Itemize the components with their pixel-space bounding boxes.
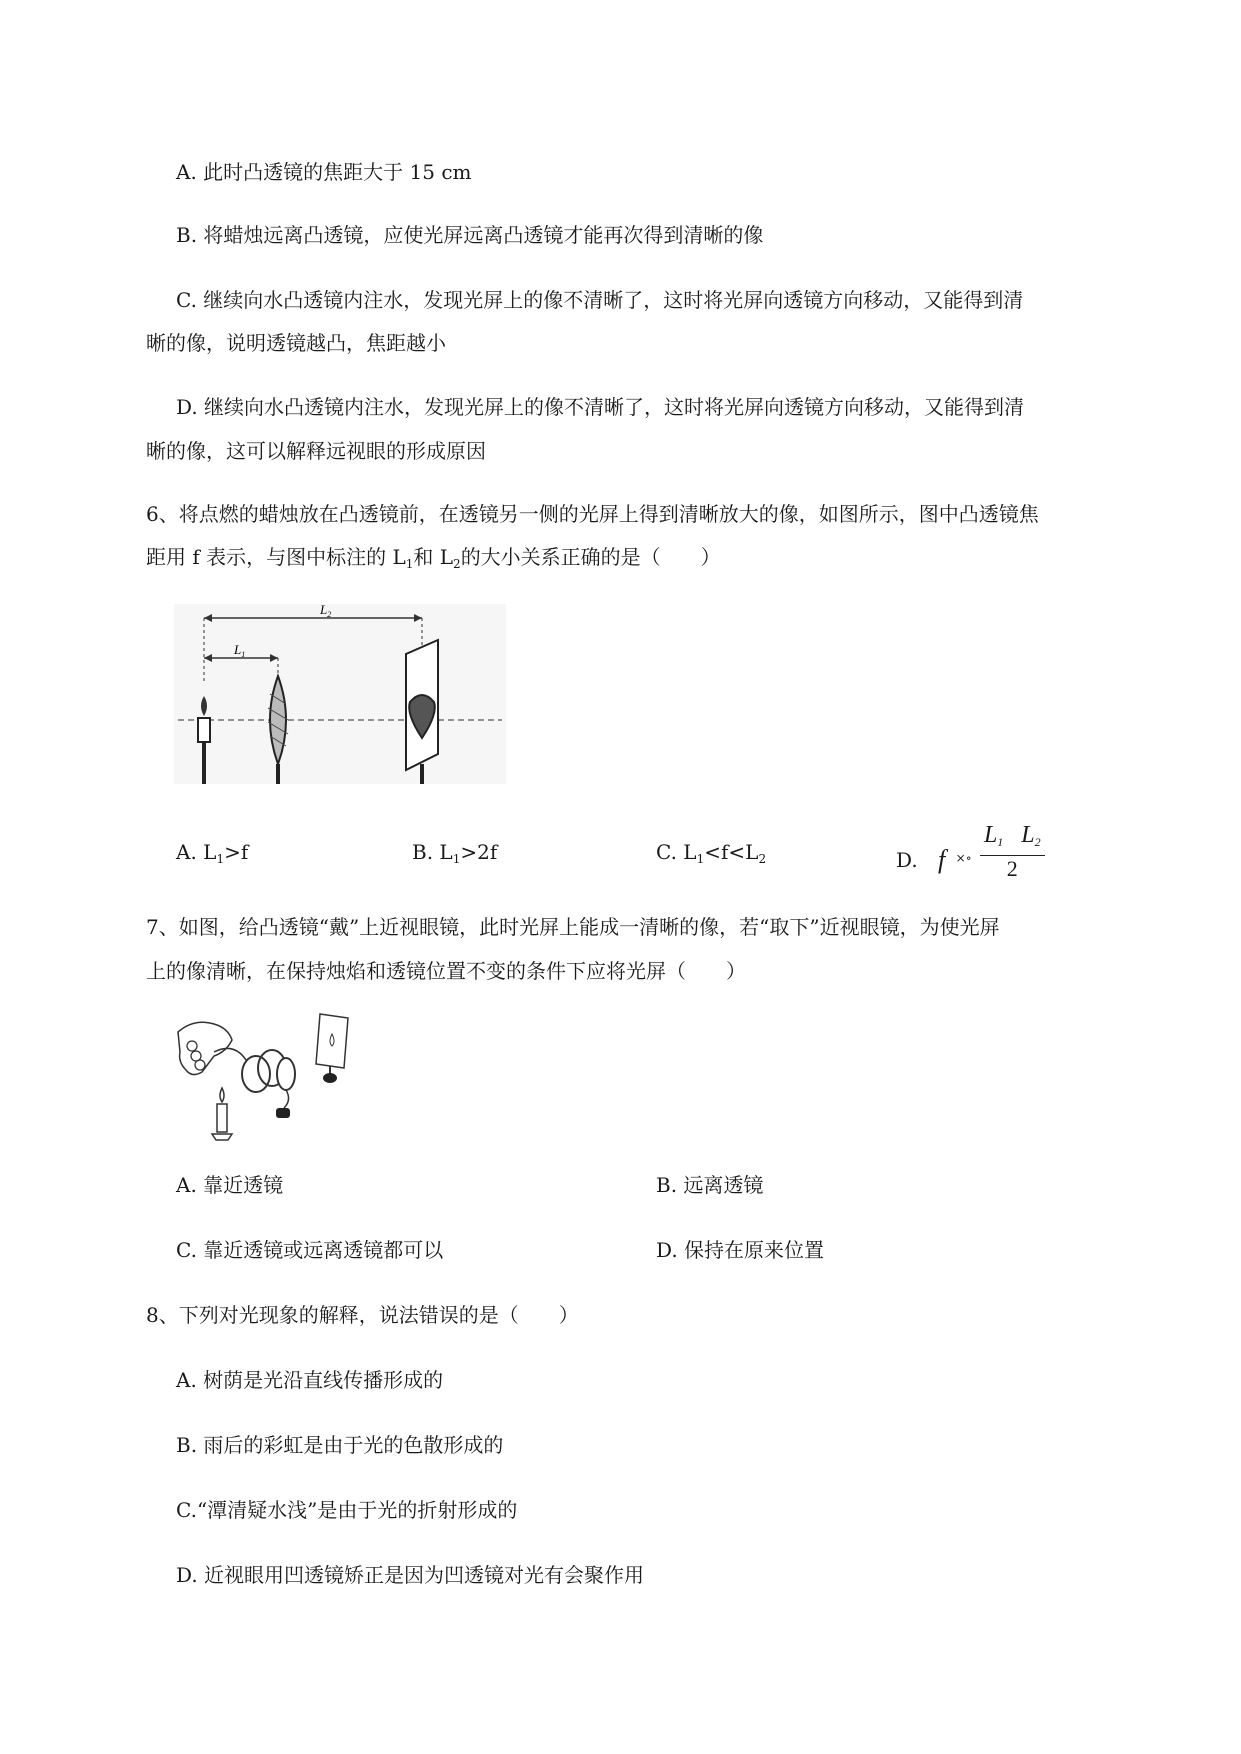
q5-option-b: B. 将蜡烛远离凸透镜，应使光屏远离凸透镜才能再次得到清晰的像 xyxy=(176,223,764,247)
q7-glasses-figure xyxy=(174,1012,350,1144)
q6-option-b xyxy=(412,838,497,873)
subscript: 1 xyxy=(696,852,705,866)
q6-option-d xyxy=(896,822,1045,882)
figure-background xyxy=(174,604,506,784)
lens-base xyxy=(276,1108,290,1118)
light-screen xyxy=(316,1014,348,1068)
q7-option-d: D. 保持在原来位置 xyxy=(656,1238,825,1262)
numerator-l1: L xyxy=(983,822,998,848)
q5-option-d-line1: D. 继续向水凸透镜内注水，发现光屏上的像不清晰了，这时将光屏向透镜方向移动，又能得到清 xyxy=(176,395,1025,419)
q5-option-d-line2: 晰的像，这可以解释远视眼的形成原因 xyxy=(146,439,486,463)
q6-option-c xyxy=(656,838,766,873)
subscript: 1 xyxy=(452,852,461,866)
q7-stem-line1: 7、如图，给凸透镜“戴”上近视眼镜，此时光屏上能成一清晰的像，若“取下”近视眼镜，为使光屏 xyxy=(146,915,1000,939)
q5-option-a: A. 此时凸透镜的焦距大于 15 cm xyxy=(176,160,472,184)
candle-holder xyxy=(212,1134,232,1140)
subscript: 2 xyxy=(758,852,767,866)
q5-option-c-line1: C. 继续向水凸透镜内注水，发现光屏上的像不清晰了，这时将光屏向透镜方向移动，又能得到清 xyxy=(176,288,1024,312)
q6-option-a xyxy=(176,838,248,873)
q6-stem-text: 和 L xyxy=(413,545,454,569)
option-text: <f<L xyxy=(704,840,759,864)
option-text: C. L xyxy=(656,840,697,864)
q8-option-d: D. 近视眼用凹透镜矫正是因为凹透镜对光有会聚作用 xyxy=(176,1563,645,1587)
subscript: 2 xyxy=(1034,835,1041,849)
q6-stem-text: 的大小关系正确的是（ ） xyxy=(460,545,721,569)
option-text: A. L xyxy=(176,840,217,864)
flame-icon xyxy=(220,1088,224,1102)
q8-option-b: B. 雨后的彩虹是由于光的色散形成的 xyxy=(176,1433,504,1457)
formula-f: f xyxy=(938,845,946,874)
q6-stem-line2 xyxy=(146,543,721,578)
fraction-numerator xyxy=(980,822,1045,856)
numerator-l2: L xyxy=(1021,822,1035,848)
q8-stem: 8、下列对光现象的解释，说法错误的是（ ） xyxy=(146,1303,579,1327)
q8-option-a: A. 树荫是光沿直线传播形成的 xyxy=(176,1368,444,1392)
q7-option-c: C. 靠近透镜或远离透镜都可以 xyxy=(176,1238,444,1262)
candle-body xyxy=(198,718,210,742)
q5-option-c-line2: 晰的像，说明透镜越凸，焦距越小 xyxy=(146,331,446,355)
q7-option-a: A. 靠近透镜 xyxy=(176,1173,284,1197)
screen-base xyxy=(323,1073,337,1083)
subscript: 1 xyxy=(997,835,1004,849)
q7-option-b: B. 远离透镜 xyxy=(656,1173,764,1197)
q6-optics-figure xyxy=(174,604,506,784)
subscript-2: 2 xyxy=(453,557,461,571)
glasses-lens-icon xyxy=(242,1056,270,1092)
q6-stem-line1: 6、将点燃的蜡烛放在凸透镜前，在透镜另一侧的光屏上得到清晰放大的像，如图所示，图中凸透镜焦 xyxy=(146,502,1039,526)
l1-label: $L_1$ xyxy=(234,642,246,659)
subscript-1: 1 xyxy=(405,557,414,571)
candle-body xyxy=(217,1104,227,1132)
q6-stem-text: 距用 f 表示，与图中标注的 L xyxy=(146,545,406,569)
l2-label: $L_2$ xyxy=(320,604,332,619)
q8-option-c: C.“潭清疑水浅”是由于光的折射形成的 xyxy=(176,1498,518,1522)
formula-fraction xyxy=(980,822,1045,882)
subscript: 1 xyxy=(216,852,225,866)
option-text: D. xyxy=(896,848,918,872)
fraction-denominator: 2 xyxy=(1006,856,1018,881)
lens-stand xyxy=(284,1090,289,1108)
convex-lens-icon xyxy=(277,1058,295,1090)
formula-symbol: ×∘ xyxy=(955,851,972,865)
q7-stem-line2: 上的像清晰，在保持烛焰和透镜位置不变的条件下应将光屏（ ） xyxy=(146,959,746,983)
option-text: B. L xyxy=(412,840,453,864)
option-text: >2f xyxy=(460,840,498,864)
option-text: >f xyxy=(224,840,249,864)
